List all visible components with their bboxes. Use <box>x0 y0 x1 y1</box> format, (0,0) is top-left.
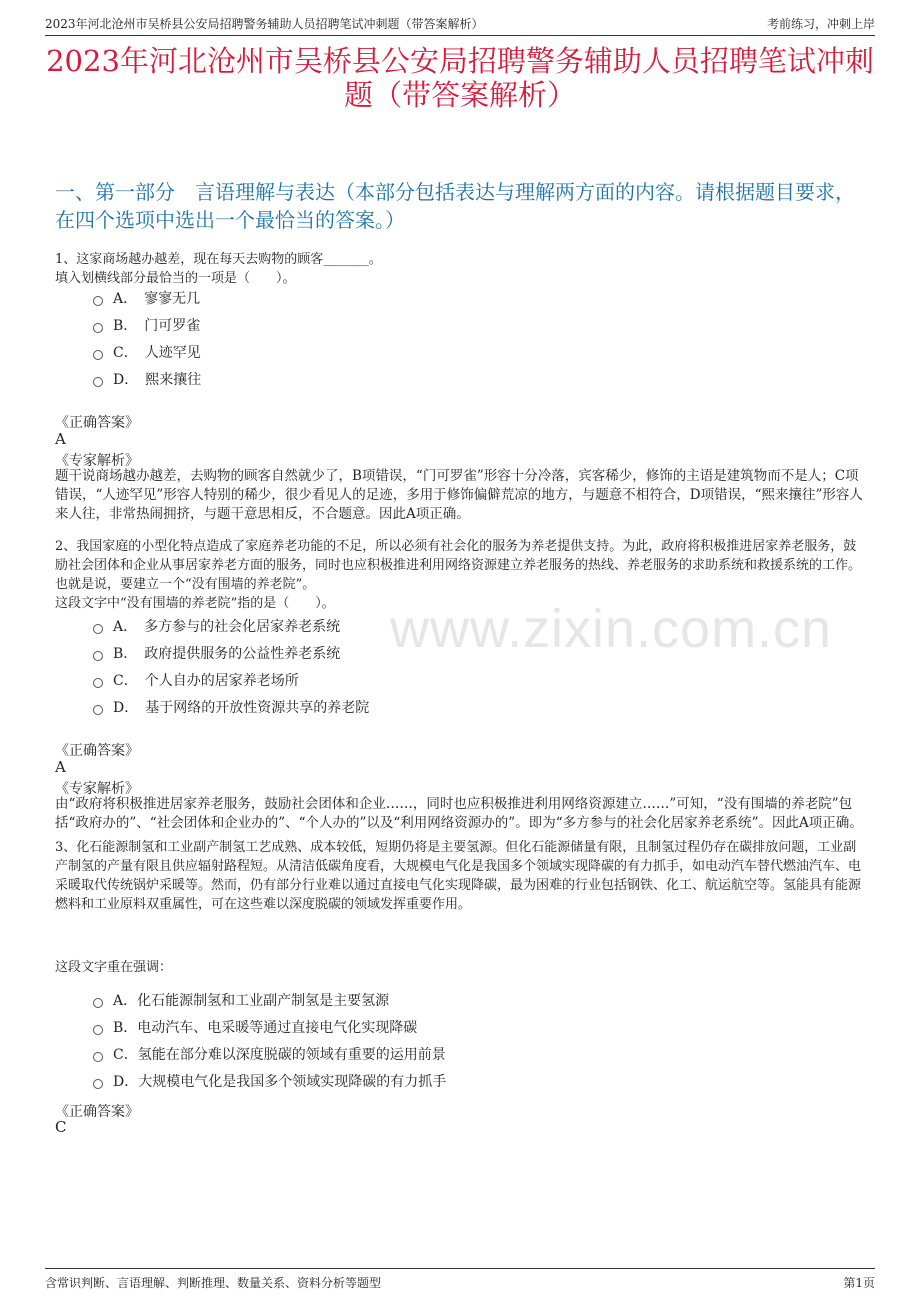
q2-option-b[interactable] <box>93 643 340 663</box>
question-2-stem <box>55 537 865 613</box>
q1-option-b[interactable] <box>93 315 200 335</box>
watermark: www.zixin.com.cn <box>390 599 833 659</box>
q3-option-d[interactable] <box>93 1071 446 1091</box>
option-label: C．氢能在部分难以深度脱碳的领域有重要的运用前景 <box>113 1047 446 1063</box>
question-stem-text: 2、我国家庭的小型化特点造成了家庭养老功能的不足，所以必须有社会化的服务为养老提供支持。为此，政府将积极推进居家养老服务，鼓励社会团体和企业从事居家养老方面的服务，同时也应积极推进利用网络资源建立养老服务的热线、养老服务的求助系统和救援系统的工作。也就是说，要建立一个“没有围墙的养老院”。 <box>55 539 862 592</box>
footer-note: 含常识判断、言语理解、判断推理、数量关系、资料分析等题型 <box>45 1276 382 1290</box>
option-label: B． 政府提供服务的公益性养老系统 <box>113 646 341 662</box>
radio-icon[interactable] <box>93 998 103 1008</box>
q1-answer-label: 《正确答案》 <box>55 415 139 431</box>
option-label: C． 人迹罕见 <box>113 345 201 361</box>
question-1-stem <box>55 250 865 288</box>
q1-analysis: 题干说商场越办越差，去购物的顾客自然就少了，B项错误，“门可罗雀”形容十分冷落，宾客稀少，修饰的主语是建筑物而不是人；C项错误，“人迹罕见”形容人特别的稀少，很少看见人的足迹，多用于修饰偏僻荒凉的地方，与题意不相符合，D项错误，“熙来攘往”形容人来人往，非常热闹拥挤，与题干意思相反，不合题意。因此A项正确。 <box>55 468 863 522</box>
radio-icon[interactable] <box>93 1052 103 1062</box>
page-title: 2023年河北沧州市吴桥县公安局招聘警务辅助人员招聘笔试冲刺题（带答案解析） <box>46 44 874 112</box>
radio-icon[interactable] <box>93 377 103 387</box>
page-header <box>45 10 875 36</box>
radio-icon[interactable] <box>93 705 103 715</box>
question-prompt: 这段文字中“没有围墙的养老院”指的是（ ）。 <box>55 596 335 611</box>
option-label: A． 多方参与的社会化居家养老系统 <box>113 619 341 635</box>
radio-icon[interactable] <box>93 296 103 306</box>
q2-answer: A <box>55 758 66 776</box>
option-label: D． 熙来攘往 <box>113 372 202 388</box>
q3-answer: C <box>55 1118 67 1136</box>
radio-icon[interactable] <box>93 678 103 688</box>
question-stem-text: 1、这家商场越办越差，现在每天去购物的顾客_______。 <box>55 252 382 267</box>
q1-option-c[interactable] <box>93 342 201 362</box>
radio-icon[interactable] <box>93 323 103 333</box>
q1-answer: A <box>55 430 66 448</box>
question-stem-text: 3、化石能源制氢和工业副产制氢工艺成熟、成本较低，短期仍将是主要氢源。但化石能源储量有限，且制氢过程仍存在碳排放问题，工业副产制氢的产量有限且供应辐射路程短。从清洁低碳角度看，大规模电气化是我国多个领域实现降碳的有力抓手，如电动汽车替代燃油汽车、电采暖取代传统锅炉采暖等。然而，仍有部分行业难以通过直接电气化实现降碳，最为困难的行业包括钢铁、化工、航运航空等。氢能具有能源燃料和工业原料双重属性，可在这些难以深度脱碳的领域发挥重要作用。 <box>55 840 862 912</box>
q1-analysis-label: 《专家解析》 <box>55 453 139 469</box>
q1-option-d[interactable] <box>93 369 201 389</box>
q2-analysis: 由“政府将积极推进居家养老服务，鼓励社会团体和企业……，同时也应积极推进利用网络资源建立……”可知，“没有围墙的养老院”包括“政府办的”、“社会团体和企业办的”、“个人办的”以及“利用网络资源办的”。即为“多方参与的社会化居家养老系统”。因此A项正确。 <box>55 796 863 831</box>
q2-answer-label: 《正确答案》 <box>55 743 139 759</box>
radio-icon[interactable] <box>93 350 103 360</box>
radio-icon[interactable] <box>93 1079 103 1089</box>
q3-option-c[interactable] <box>93 1044 446 1064</box>
q3-option-a[interactable] <box>93 990 389 1010</box>
option-label: B． 门可罗雀 <box>113 318 201 334</box>
option-label: A．化石能源制氢和工业副产制氢是主要氢源 <box>113 993 390 1009</box>
radio-icon[interactable] <box>93 1025 103 1035</box>
q2-analysis-label: 《专家解析》 <box>55 781 139 797</box>
header-slogan: 考前练习，冲刺上岸 <box>766 17 875 31</box>
question-3-prompt: 这段文字重在强调： <box>55 960 173 975</box>
header-title: 2023年河北沧州市吴桥县公安局招聘警务辅助人员招聘笔试冲刺题（带答案解析） <box>45 17 484 31</box>
section-heading: 一、第一部分 言语理解与表达（本部分包括表达与理解两方面的内容。请根据题目要求，在四个选项中选出一个最恰当的答案。） <box>55 180 855 232</box>
page-number: 第1页 <box>843 1276 875 1290</box>
question-3-stem <box>55 838 865 914</box>
q1-option-a[interactable] <box>93 288 200 308</box>
option-label: D．大规模电气化是我国多个领域实现降碳的有力抓手 <box>113 1074 447 1090</box>
page-footer <box>45 1268 875 1291</box>
q3-option-b[interactable] <box>93 1017 417 1037</box>
option-label: D． 基于网络的开放性资源共享的养老院 <box>113 700 370 716</box>
option-label: C． 个人自办的居家养老场所 <box>113 673 299 689</box>
q2-option-c[interactable] <box>93 670 299 690</box>
option-label: B．电动汽车、电采暖等通过直接电气化实现降碳 <box>113 1020 418 1036</box>
question-prompt: 填入划横线部分最恰当的一项是（ ）。 <box>55 271 296 286</box>
radio-icon[interactable] <box>93 651 103 661</box>
q2-option-d[interactable] <box>93 697 369 717</box>
radio-icon[interactable] <box>93 624 103 634</box>
option-label: A． 寥寥无几 <box>113 291 201 307</box>
q2-option-a[interactable] <box>93 616 340 636</box>
q3-answer-label: 《正确答案》 <box>55 1104 139 1120</box>
